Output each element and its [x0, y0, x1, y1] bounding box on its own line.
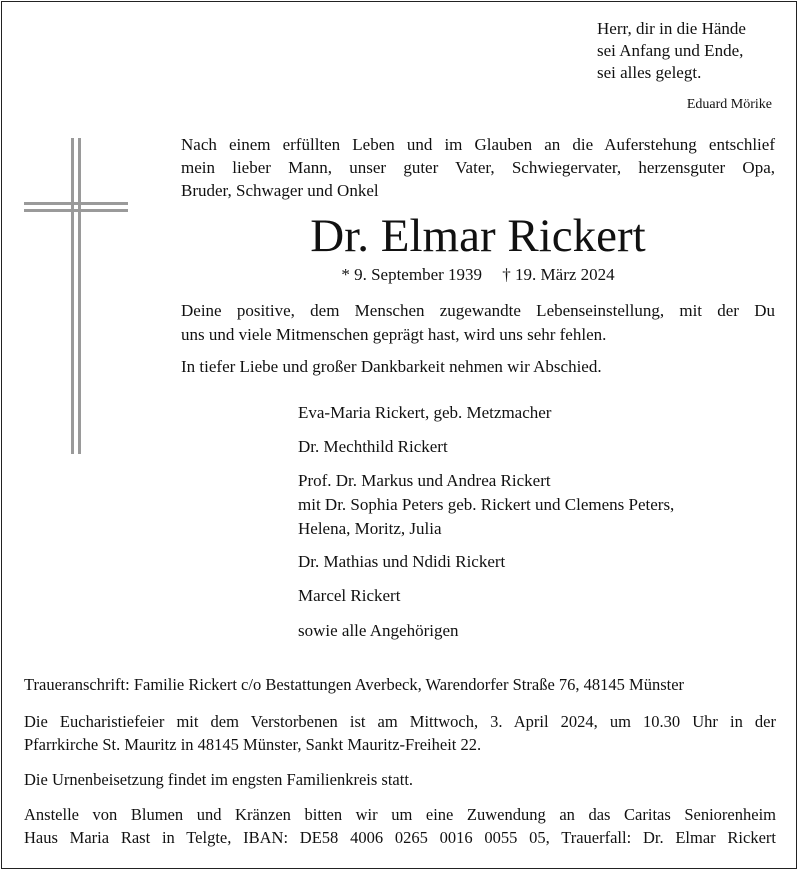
- death-date: † 19. März 2024: [502, 265, 615, 284]
- tribute-text: [181, 299, 775, 347]
- mass-notice: Die Eucharistiefeier mit dem Verstorbenen ist am Mittwoch, 3. April 2024, um 10.30 Uhr in der Pfarrkirche St. Mauritz in 48145 Münster, Sankt Mauritz-Freiheit 22.: [24, 712, 776, 754]
- family-member: Dr. Mechthild Rickert: [298, 437, 448, 456]
- poem-line: Herr, dir in die Hände: [597, 19, 746, 38]
- poem-author: Eduard Mörike: [686, 97, 772, 112]
- tribute-line: uns und viele Mitmenschen geprägt hast, wird uns sehr fehlen.: [181, 325, 607, 344]
- farewell-text: In tiefer Liebe und großer Dankbarkeit nehmen wir Abschied.: [181, 357, 602, 376]
- family-member: Marcel Rickert: [298, 586, 401, 605]
- cross-icon: [24, 138, 128, 458]
- family-member: Prof. Dr. Markus und Andrea Rickert mit Dr. Sophia Peters geb. Rickert und Clemens Peters, Helena, Moritz, Julia: [298, 471, 675, 538]
- birth-date: * 9. September 1939: [341, 265, 483, 284]
- tribute-line: Deine positive, dem Menschen zugewandte Lebenseinstellung, mit der Du: [181, 301, 775, 320]
- intro-text: [181, 133, 775, 202]
- burial-notice: Die Urnenbeisetzung findet im engsten Familienkreis statt.: [24, 770, 414, 789]
- poem-line: sei Anfang und Ende,: [597, 41, 744, 60]
- family-member: Eva-Maria Rickert, geb. Metzmacher: [298, 403, 552, 422]
- life-dates: [181, 264, 775, 286]
- poem-block: [597, 18, 787, 84]
- funeral-address: Traueranschrift: Familie Rickert c/o Bestattungen Averbeck, Warendorfer Straße 76, 48145 Münster: [24, 675, 685, 694]
- family-member: sowie alle Angehörigen: [298, 621, 459, 640]
- donation-notice: Anstelle von Blumen und Kränzen bitten wir um eine Zuwendung an das Caritas Seniorenheim Haus Maria Rast in Telgte, IBAN: DE58 4006 0265 0016 0055 05, Trauerfall: Dr. Elmar Rickert: [24, 805, 776, 847]
- family-member: Dr. Mathias und Ndidi Rickert: [298, 552, 506, 571]
- poem-line: sei alles gelegt.: [597, 63, 702, 82]
- intro-line: mein lieber Mann, unser guter Vater, Schwiegervater, herzensguter Opa,: [181, 158, 775, 177]
- deceased-name: Dr. Elmar Rickert: [310, 210, 646, 262]
- intro-line: Bruder, Schwager und Onkel: [181, 181, 379, 200]
- intro-line: Nach einem erfüllten Leben und im Glauben an die Auferstehung entschlief: [181, 135, 775, 154]
